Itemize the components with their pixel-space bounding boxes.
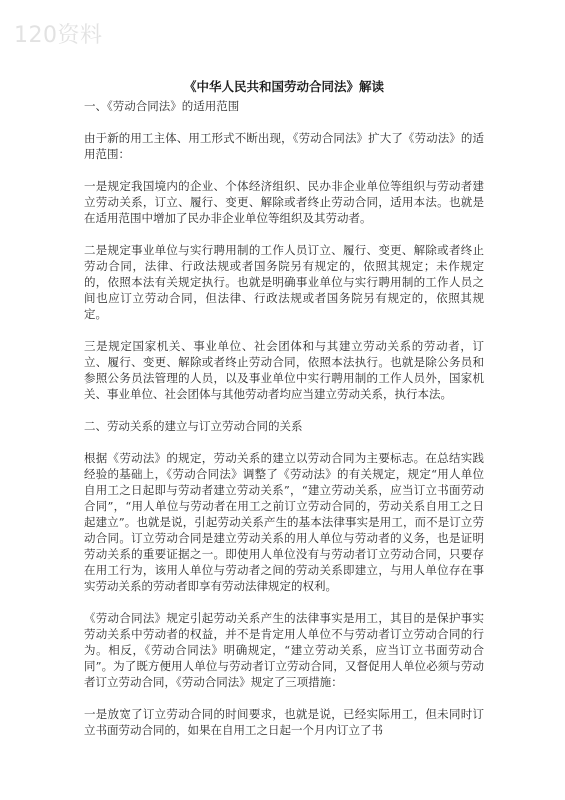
section-heading-scope: 一、《劳动合同法》的适用范围 [84,99,240,113]
section-heading-relation: 二、劳动关系的建立与订立劳动合同的关系 [84,419,303,433]
paragraph-relation-1: 根据《劳动法》的规定，劳动关系的建立以劳动合同为主要标志。在总结实践经验的基础上，《劳动合同法》调整了《劳动法》的有关规定，规定“用人单位自用工之日起即与劳动者建立劳动关系”，“建立劳动关系，应当订立书面劳动合同”，“用人单位与劳动者在用工之前订立劳动合同的，劳动关系自用工之日起建立”。也就是说，引起劳动关系产生的基本法律事实是用工，而不是订立劳动合同。订立劳动合同是建立劳动关系的用人单位与劳动者的义务，也是证明劳动关系的重要证据之一。即使用人单位没有与劳动者订立劳动合同，只要存在用工行为，该用人单位与劳动者之间的劳动关系即建立，与用人单位存在事实劳动关系的劳动者即享有劳动法律规定的权利。 [84,451,484,593]
paragraph-scope-1: 一是规定我国境内的企业、个体经济组织、民办非企业单位等组织与劳动者建立劳动关系，订立、履行、变更、解除或者终止劳动合同，适用本法。也就是在适用范围中增加了民办非企业单位等组织及其劳动者。 [84,179,484,225]
paragraph-intro: 由于新的用工主体、用工形式不断出现，《劳动合同法》扩大了《劳动法》的适用范围： [84,131,484,161]
paragraph-relation-2: 《劳动合同法》规定引起劳动关系产生的法律事实是用工，其目的是保护事实劳动关系中劳动者的权益，并不是肯定用人单位不与劳动者订立劳动合同的行为。相反，《劳动合同法》明确规定，“建立劳动关系，应当订立书面劳动合同”。为了既方便用人单位与劳动者订立劳动合同，又督促用人单位必须与劳动者订立劳动合同，《劳动合同法》规定了三项措施： [84,611,484,689]
watermark-logo: 120资料 [14,23,103,48]
document-title: 《中华人民共和国劳动合同法》解读 [183,79,384,94]
paragraph-scope-2: 二是规定事业单位与实行聘用制的工作人员订立、履行、变更、解除或者终止劳动合同，法律、行政法规或者国务院另有规定的，依照其规定；未作规定的，依照本法有关规定执行。也就是明确事业单位与实行聘用制的工作人员之间也应订立劳动合同，但法律、行政法规或者国务院另有规定的，依照其规定。 [84,243,484,321]
paragraph-scope-3: 三是规定国家机关、事业单位、社会团体和与其建立劳动关系的劳动者，订立、履行、变更、解除或者终止劳动合同，依照本法执行。也就是除公务员和参照公务员法管理的人员，以及事业单位中实行聘用制的工作人员外，国家机关、事业单位、社会团体与其他劳动者均应当建立劳动关系，执行本法。 [84,339,484,401]
paragraph-measure-1: 一是放宽了订立劳动合同的时间要求，也就是说，已经实际用工，但未同时订立书面劳动合同的，如果在自用工之日起一个月内订立了书 [84,707,484,737]
document-body [84,80,484,754]
